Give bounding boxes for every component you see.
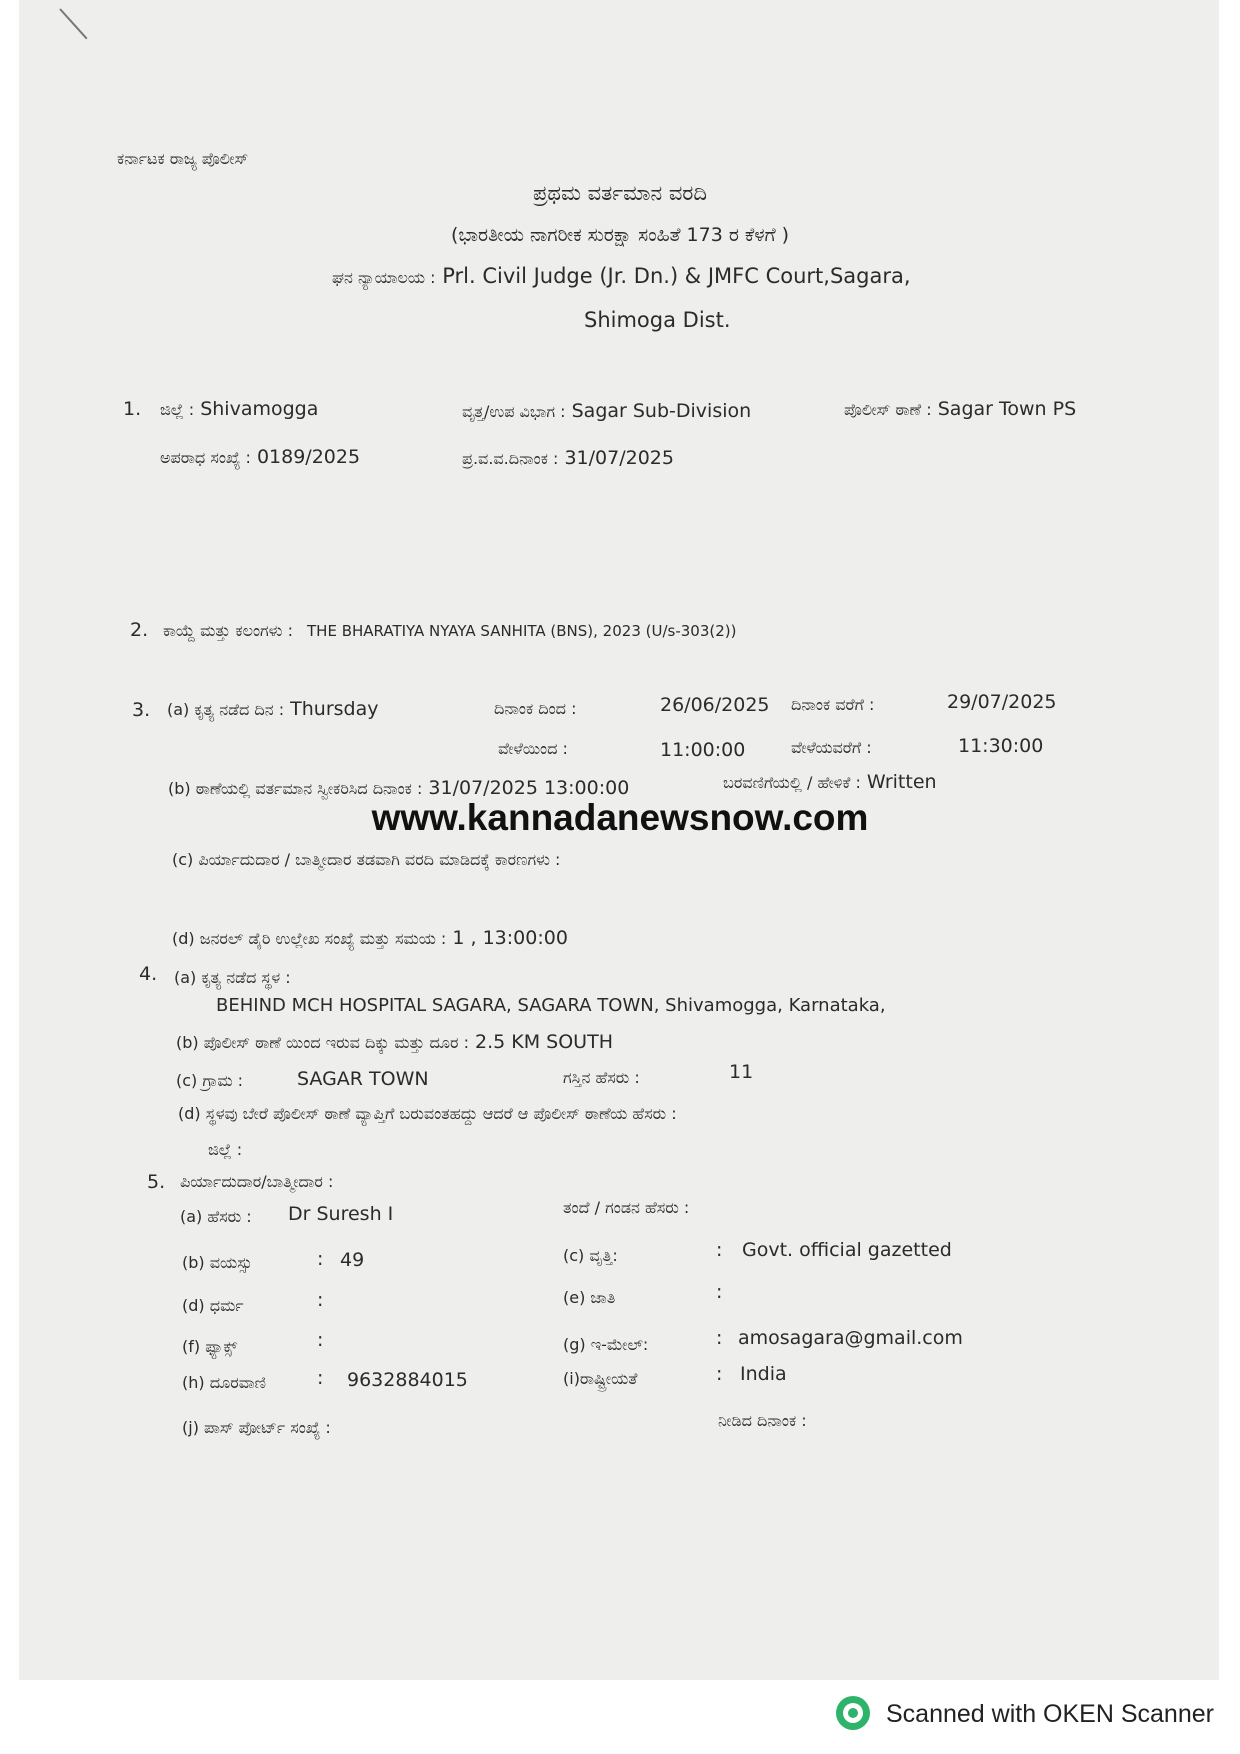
received-date-value: 31/07/2025 13:00:00 xyxy=(428,777,630,799)
name-label: (a) ಹೆಸರು : xyxy=(180,1207,252,1226)
section-1-number: 1. xyxy=(123,398,142,420)
other-station-district-label: ಜಿಲ್ಲೆ : xyxy=(208,1140,243,1159)
incident-day-label: (a) ಕೃತ್ಯ ನಡೆದ ದಿನ : xyxy=(167,700,285,719)
phone-value: 9632884015 xyxy=(347,1369,468,1391)
caste-colon: : xyxy=(716,1281,723,1303)
email-label: (g) ಇ-ಮೇಲ್: xyxy=(563,1335,649,1354)
report-mode-label: ಬರವಣಿಗೆಯಲ್ಲಿ / ಹೇಳಿಕೆ : xyxy=(723,773,861,792)
court-value-line2: Shimoga Dist. xyxy=(584,308,731,332)
police-station-value: Sagar Town PS xyxy=(937,398,1077,420)
doc-subtitle: (ಭಾರತೀಯ ನಾಗರೀಕ ಸುರಕ್ಷಾ ಸಂಹಿತೆ 173 ರ ಕೆಳಗೆ ) xyxy=(450,224,790,246)
caste-label: (e) ಜಾತಿ xyxy=(563,1288,616,1307)
age-colon: : xyxy=(317,1248,324,1270)
section-3-number: 3. xyxy=(132,699,151,721)
village-label: (c) ಗ್ರಾಮ : xyxy=(176,1071,244,1090)
name-value: Dr Suresh I xyxy=(288,1203,394,1225)
issued-date-label: ನೀಡಿದ ದಿನಾಂಕ : xyxy=(718,1411,807,1430)
court-label: ಘನ ನ್ಯಾಯಾಲಯ : xyxy=(332,268,436,287)
scanner-text: Scanned with OKEN Scanner xyxy=(886,1700,1214,1728)
time-to-label: ವೇಳೆಯವರೆಗೆ : xyxy=(791,738,872,757)
scanner-logo-icon xyxy=(836,1696,870,1730)
passport-label: (j) ಪಾಸ್ ಪೋರ್ಟ್ ಸಂಖ್ಯೆ : xyxy=(182,1418,331,1437)
fax-label: (f) ಫ್ಯಾಕ್ಸ್ xyxy=(182,1337,238,1356)
received-date-label: (b) ಠಾಣೆಯಲ್ಲಿ ವರ್ತಮಾನ ಸ್ವೀಕರಿಸಿದ ದಿನಾಂಕ : xyxy=(168,779,423,798)
direction-distance-label: (b) ಪೊಲೀಸ್ ಠಾಣೆ ಯಿಂದ ಇರುವ ದಿಕ್ಕು ಮತ್ತು ದೂರ : xyxy=(176,1033,469,1052)
father-name-label: ತಂದೆ / ಗಂಡನ ಹೆಸರು : xyxy=(563,1198,690,1217)
delay-reason-label: (c) ಪಿರ್ಯಾದುದಾರ / ಬಾತ್ಮೀದಾರ ತಡವಾಗಿ ವರದಿ ಮಾಡಿದಕ್ಕೆ ಕಾರಣಗಳು : xyxy=(172,850,561,869)
age-label: (b) ವಯಸ್ಸು xyxy=(182,1253,253,1272)
nationality-value: India xyxy=(740,1363,787,1385)
crime-number-label: ಅಪರಾಧ ಸಂಖ್ಯೆ : xyxy=(160,448,251,467)
district-label: ಜಿಲ್ಲೆ : xyxy=(160,400,195,419)
incident-place-label: (a) ಕೃತ್ಯ ನಡೆದ ಸ್ಥಳ : xyxy=(174,968,291,987)
occupation-label: (c) ವೃತ್ತಿ: xyxy=(563,1246,618,1265)
section-2-number: 2. xyxy=(130,619,149,641)
police-station-label: ಪೊಲೀಸ್ ಠಾಣೆ : xyxy=(844,400,932,419)
date-to-value: 29/07/2025 xyxy=(947,691,1057,713)
diary-reference-label: (d) ಜನರಲ್ ಡೈರಿ ಉಲ್ಲೇಖ ಸಂಖ್ಯೆ ಮತ್ತು ಸಮಯ : xyxy=(172,929,447,948)
occupation-value: Govt. official gazetted xyxy=(742,1239,952,1261)
time-to-value: 11:30:00 xyxy=(958,735,1044,757)
section-4-number: 4. xyxy=(139,963,158,985)
report-mode-value: Written xyxy=(866,771,937,793)
beat-label: ಗಸ್ತಿನ ಹೆಸರು : xyxy=(563,1068,640,1087)
act-sections-label: ಕಾಯ್ದೆ ಮತ್ತು ಕಲಂಗಳು : xyxy=(163,621,293,640)
religion-label: (d) ಧರ್ಮ xyxy=(182,1296,244,1315)
time-from-value: 11:00:00 xyxy=(660,739,746,761)
act-sections-value: THE BHARATIYA NYAYA SANHITA (BNS), 2023 (U/s-303(2)) xyxy=(307,622,737,640)
phone-colon: : xyxy=(317,1367,324,1389)
nationality-label: (i)ರಾಷ್ಟ್ರೀಯತೆ xyxy=(563,1369,638,1388)
date-from-value: 26/06/2025 xyxy=(660,694,770,716)
nationality-colon: : xyxy=(716,1363,723,1385)
diary-reference-value: 1 , 13:00:00 xyxy=(452,927,568,949)
subdivision-label: ವೃತ್ತ/ಉಪ ವಿಭಾಗ : xyxy=(462,402,566,421)
org-name: ಕರ್ನಾಟಕ ರಾಜ್ಯ ಪೊಲೀಸ್ xyxy=(117,149,249,168)
crime-number-value: 0189/2025 xyxy=(256,446,361,468)
time-from-label: ವೇಳೆಯಿಂದ : xyxy=(498,739,568,758)
court-value: Prl. Civil Judge (Jr. Dn.) & JMFC Court,Sagara, xyxy=(442,264,911,288)
email-value: amosagara@gmail.com xyxy=(738,1327,963,1349)
date-from-label: ದಿನಾಂಕ ದಿಂದ : xyxy=(494,699,577,718)
beat-value: 11 xyxy=(729,1061,754,1083)
religion-colon: : xyxy=(317,1289,324,1311)
occupation-colon: : xyxy=(716,1239,723,1261)
fir-date-label: ಪ್ರ.ವ.ವ.ದಿನಾಂಕ : xyxy=(462,449,559,468)
fax-colon: : xyxy=(317,1329,324,1351)
section-5-number: 5. xyxy=(147,1171,166,1193)
other-station-label: (d) ಸ್ಥಳವು ಬೇರೆ ಪೊಲೀಸ್ ಠಾಣೆ ವ್ಯಾಪ್ತಿಗೆ ಬರುವಂತಹದ್ದು ಆದರೆ ಆ ಪೊಲೀಸ್ ಠಾಣೆಯ ಹೆಸರು : xyxy=(178,1104,677,1123)
phone-label: (h) ದೂರವಾಣಿ xyxy=(182,1373,266,1392)
direction-distance-value: 2.5 KM SOUTH xyxy=(475,1031,613,1053)
village-value: SAGAR TOWN xyxy=(297,1068,429,1090)
incident-place-value: BEHIND MCH HOSPITAL SAGARA, SAGARA TOWN, Shivamogga, Karnataka, xyxy=(216,995,886,1016)
email-colon: : xyxy=(716,1327,723,1349)
incident-day-value: Thursday xyxy=(290,698,379,720)
age-value: 49 xyxy=(340,1249,365,1271)
district-value: Shivamogga xyxy=(200,398,319,420)
watermark-url: www.kannadanewsnow.com xyxy=(371,797,869,838)
doc-title: ಪ್ರಥಮ ವರ್ತಮಾನ ವರದಿ xyxy=(533,181,707,205)
subdivision-value: Sagar Sub-Division xyxy=(571,400,752,422)
fir-date-value: 31/07/2025 xyxy=(564,447,674,469)
complainant-label: ಪಿರ್ಯಾದುದಾರ/ಬಾತ್ಮೀದಾರ : xyxy=(180,1172,334,1191)
date-to-label: ದಿನಾಂಕ ವರೆಗೆ : xyxy=(791,695,875,714)
